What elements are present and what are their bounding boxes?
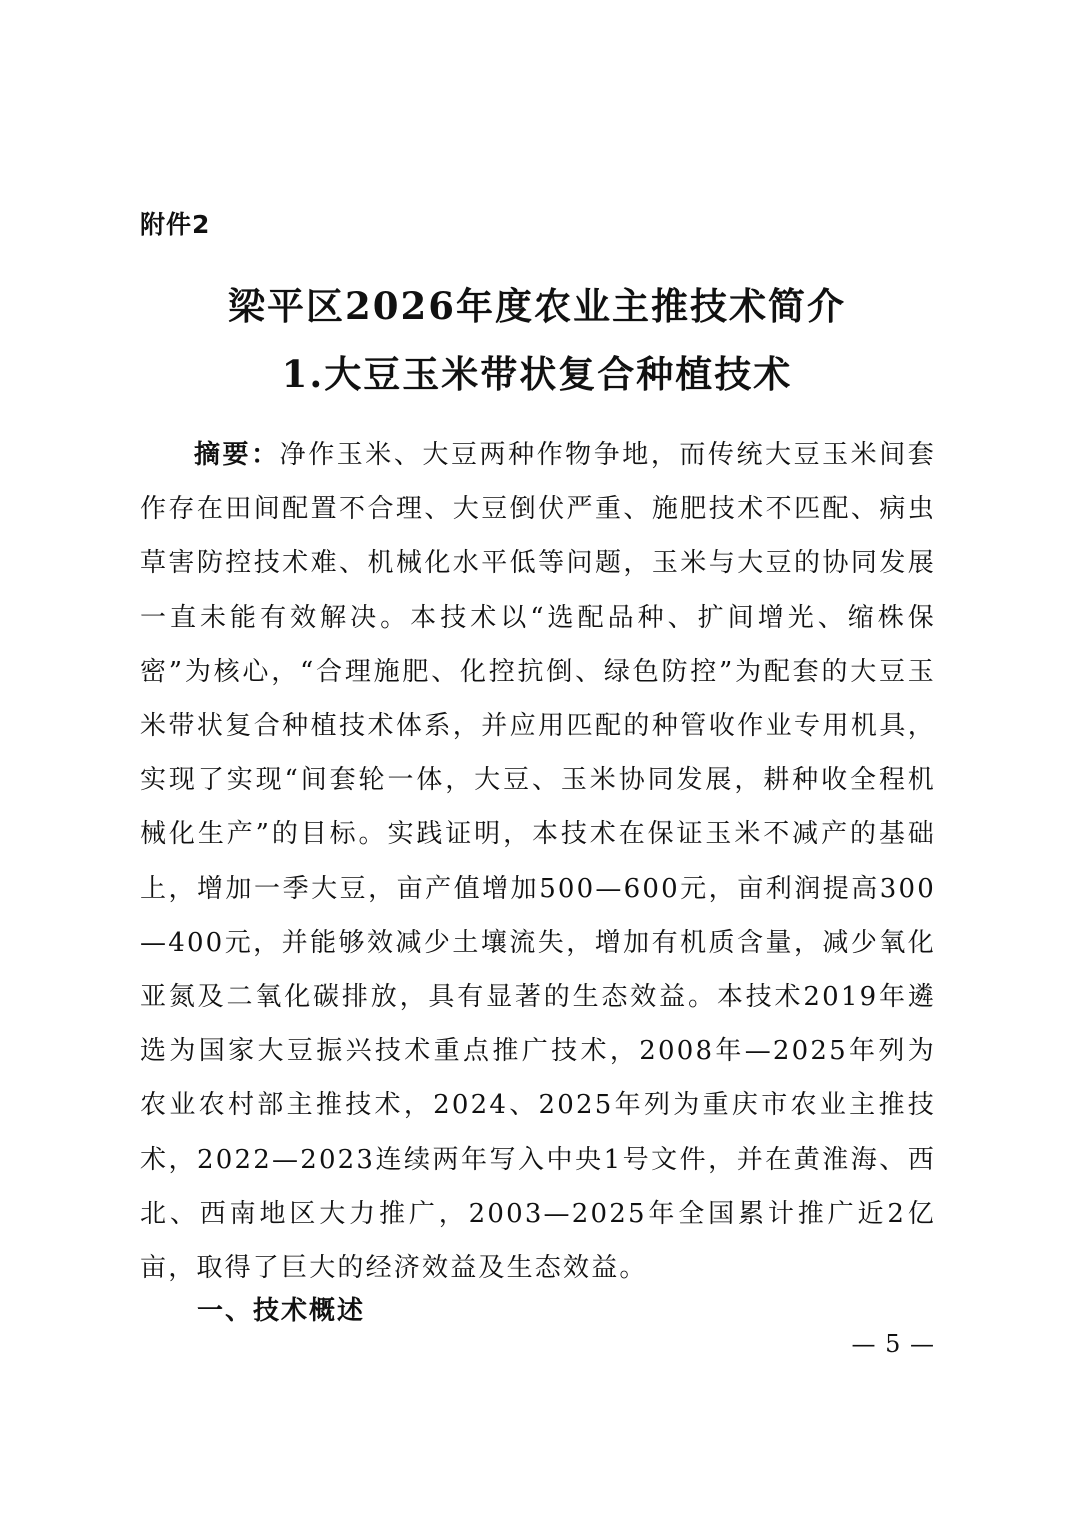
document-subtitle: 1.大豆玉米带状复合种植技术 [281,352,793,396]
attachment-label: 附件2 [140,210,211,239]
abstract-label: 摘要： [194,440,280,470]
document-title: 梁平区2026年度农业主推技术简介 [228,284,846,328]
abstract-text: 净作玉米、大豆两种作物争地，而传统大豆玉米间套作存在田间配置不合理、大豆倒伏严重、施肥技术不匹配、病虫草害防控技术难、机械化水平低等问题，玉米与大豆的协同发展一直未能有效解决。本技术以“选配品种、扩间增光、缩株保密”为核心，“合理施肥、化控抗倒、绿色防控”为配套的大豆玉米带状复合种植技术体系，并应用匹配的种管收作业专用机具，实现了实现“间套轮一体，大豆、玉米协同发展，耕种收全程机械化生产”的目标。实践证明，本技术在保证玉米不减产的基础上，增加一季大豆，亩产值增加500—600元，亩利润提高300—400元，并能够效减少土壤流失，增加有机质含量，减少氧化亚氮及二氧化碳排放，具有显著的生态效益。本技术2019年遴选为国家大豆振兴技术重点推广技术，2008年—2025年列为农业农村部主推技术，2024、2025年列为重庆市农业主推技术，2022—2023连续两年写入中央1号文件，并在黄淮海、西北、西南地区大力推广，2003—2025年全国累计推广近2亿亩，取得了巨大的经济效益及生态效益。 [140,440,936,1284]
page-number: — 5 — [851,1330,935,1358]
abstract-paragraph [140,428,936,1295]
section-heading: 一、技术概述 [197,1296,366,1326]
